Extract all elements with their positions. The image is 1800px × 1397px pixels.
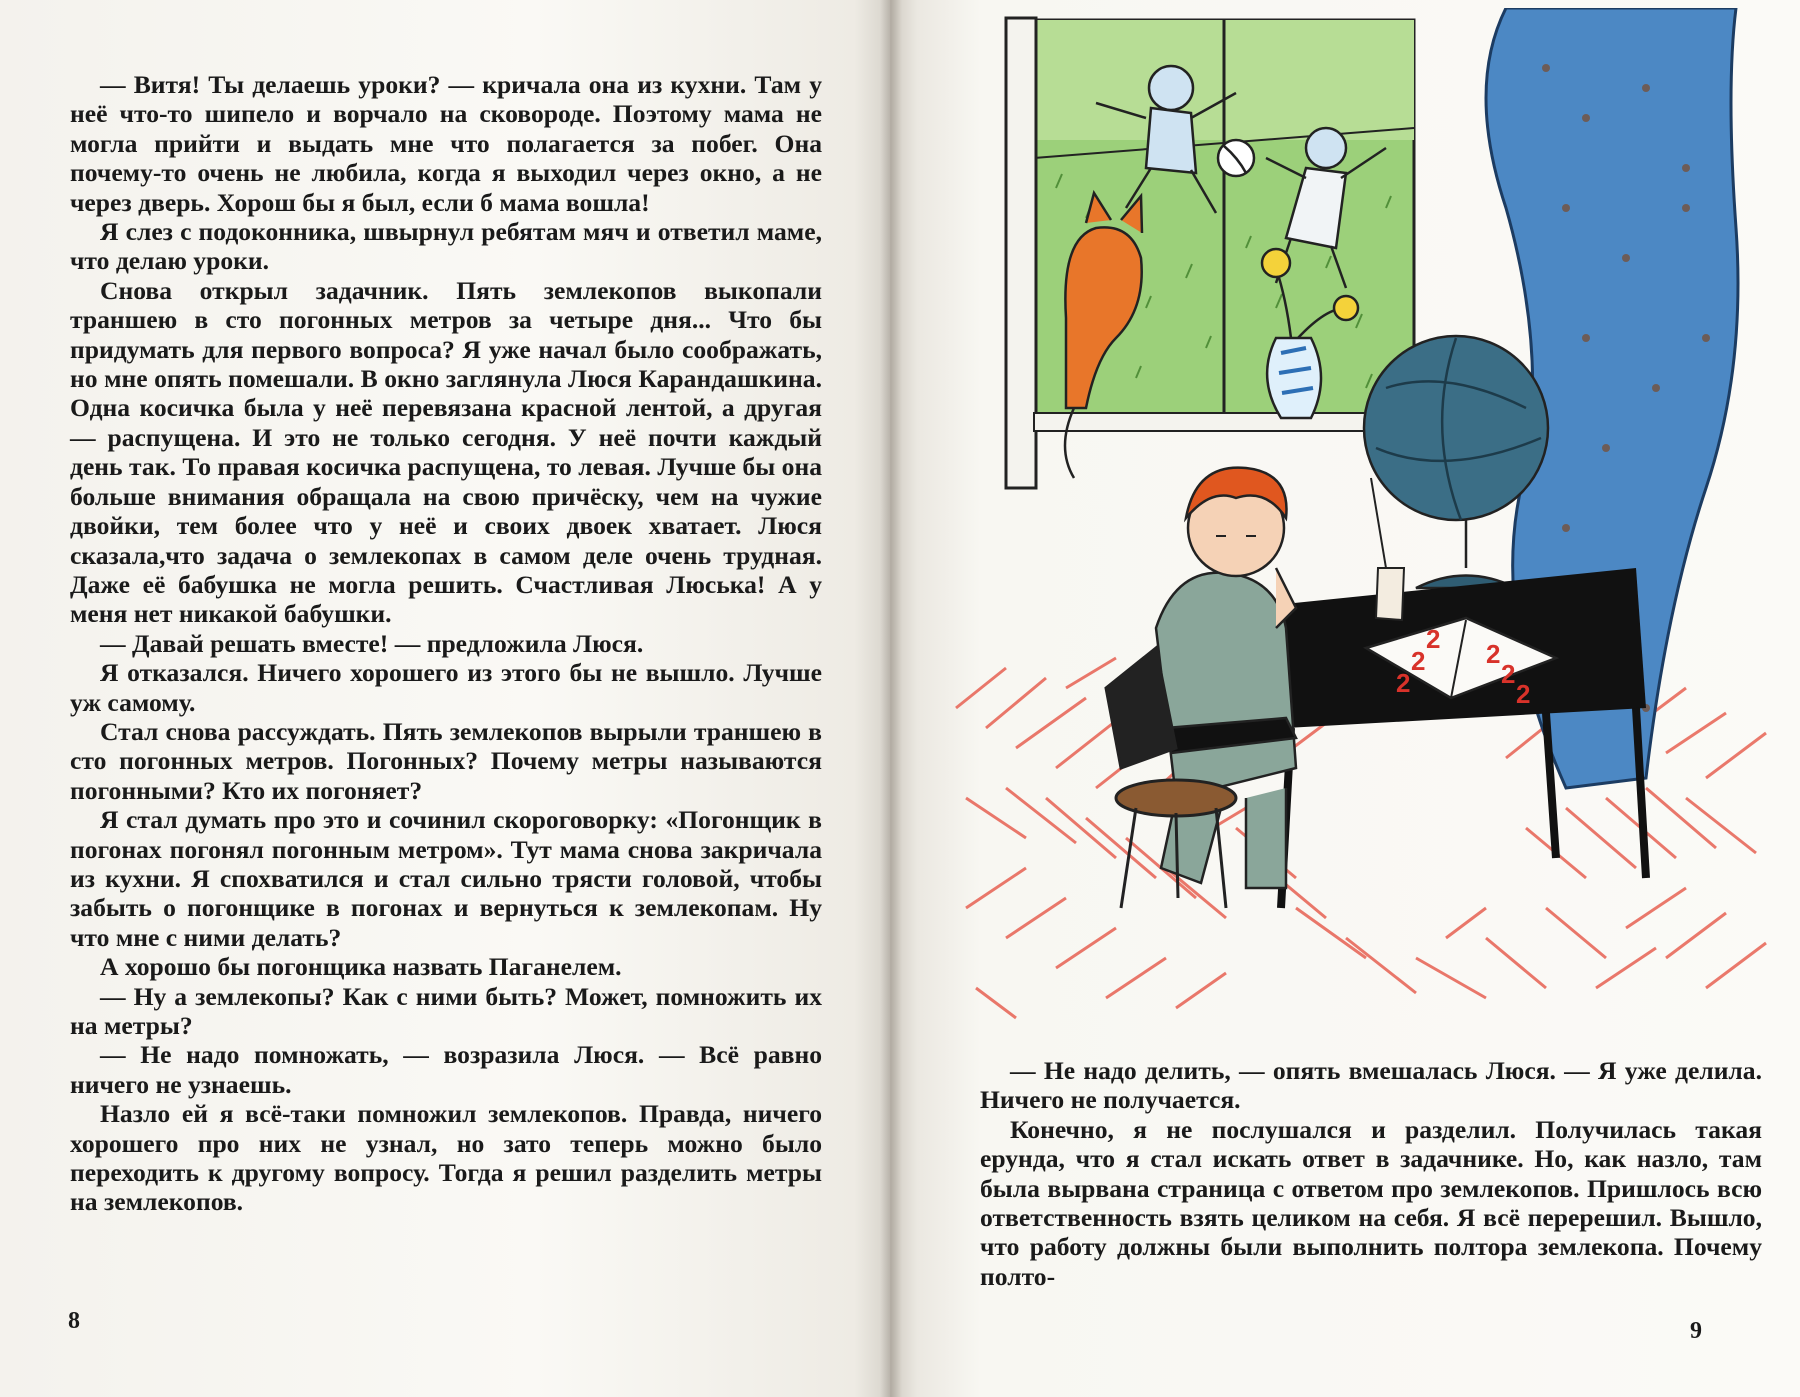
left-page (0, 0, 890, 1397)
paragraph: Снова открыл задачник. Пять землекопов выкопали траншею в сто погонных метров за четыре дня... Что бы придумать для первого вопроса? Я уже начал было соображать, но мне опять помешали. В окно заглянула Люся Карандашкина. Одна косичка была у неё перевязана красной лентой, а другая — распущена. И это не только сегодня. У неё почти каждый день так. То правая косичка распущена, то левая. Лучше бы она больше внимания обращала на свою причёску, чем на чужие двойки, тем более что у неё и своих двоек хватает. Люся сказала,что задача о землекопах в самом деле очень трудная. Даже её бабушка не могла решить. Счастливая Люська! А у меня нет никакой бабушки. (70, 275, 822, 629)
notebook-mark: 2 (1411, 646, 1426, 676)
book-gutter (880, 0, 902, 1397)
paragraph: Я слез с подоконника, швырнул ребятам мяч и ответил маме, что делаю уроки. (70, 217, 822, 276)
paragraph: — Давай решать вместе! — предложила Люся. (100, 628, 644, 658)
right-page (890, 0, 1800, 1397)
paragraph: Конечно, я не послушался и разделил. Получилась такая ерунда, что я стал искать ответ в задачнике. Но, как назло, там была вырвана страница с ответом про землекопов. Пришлось всю ответственность взять целиком на себя. Я всё перерешил. Вышло, что работу должны были выполнить полтора землекопа. Почему полто- (980, 1114, 1762, 1291)
paragraph: Я отказался. Ничего хорошего из этого бы не вышло. Лучше уж самому. (70, 658, 822, 717)
notebook-mark: 2 (1426, 624, 1441, 654)
page-number: 8 (68, 1308, 80, 1334)
page-number: 9 (1690, 1318, 1702, 1344)
notebook-mark: 2 (1501, 659, 1516, 689)
paragraph: — Ну а землекопы? Как с ними быть? Может, помножить их на метры? (70, 981, 822, 1040)
paragraph: — Не надо делить, — опять вмешалась Люся. — Я уже делила. Ничего не получается. (980, 1056, 1762, 1115)
paragraph: — Витя! Ты делаешь уроки? — кричала она из кухни. Там у неё что-то шипело и ворчало на сковороде. Поэтому мама не могла прийти и выдать мне что полагается за побег. Она почему-то очень не любила, когда я выходил через окно, а не через дверь. Хорош бы я был, если б мама вошла! (70, 70, 822, 217)
paragraph: — Не надо помножать, — возразила Люся. — Всё равно ничего не узнаешь. (70, 1040, 822, 1099)
notebook-mark: 2 (1516, 679, 1531, 709)
notebook-mark: 2 (1396, 668, 1411, 698)
illustration-boy-at-desk (946, 8, 1782, 1038)
paragraph: Стал снова рассуждать. Пять землекопов вырыли траншею в сто погонных метров. Погонных? Почему метры называются погонными? Кто их погоняет? (70, 716, 822, 805)
right-page-text (980, 1056, 1762, 1291)
notebook-mark: 2 (1486, 639, 1501, 669)
paragraph: Я стал думать про это и сочинил скороговорку: «Погонщик в погонах погонял погонным метром». Тут мама снова закричала из кухни. Я спохватился и стал сильно трясти головой, чтобы забыть о погонщике в погонах и вернуться к землекопам. Ну что мне с ними делать? (70, 805, 822, 952)
paragraph: Назло ей я всё-таки помножил землекопов. Правда, ничего хорошего про них не узнал, но зато теперь можно было переходить к другому вопросу. Тогда я решил разделить метры на землекопов. (70, 1099, 822, 1217)
paragraph: А хорошо бы погонщика назвать Паганелем. (100, 952, 622, 982)
left-page-text (70, 70, 822, 1217)
